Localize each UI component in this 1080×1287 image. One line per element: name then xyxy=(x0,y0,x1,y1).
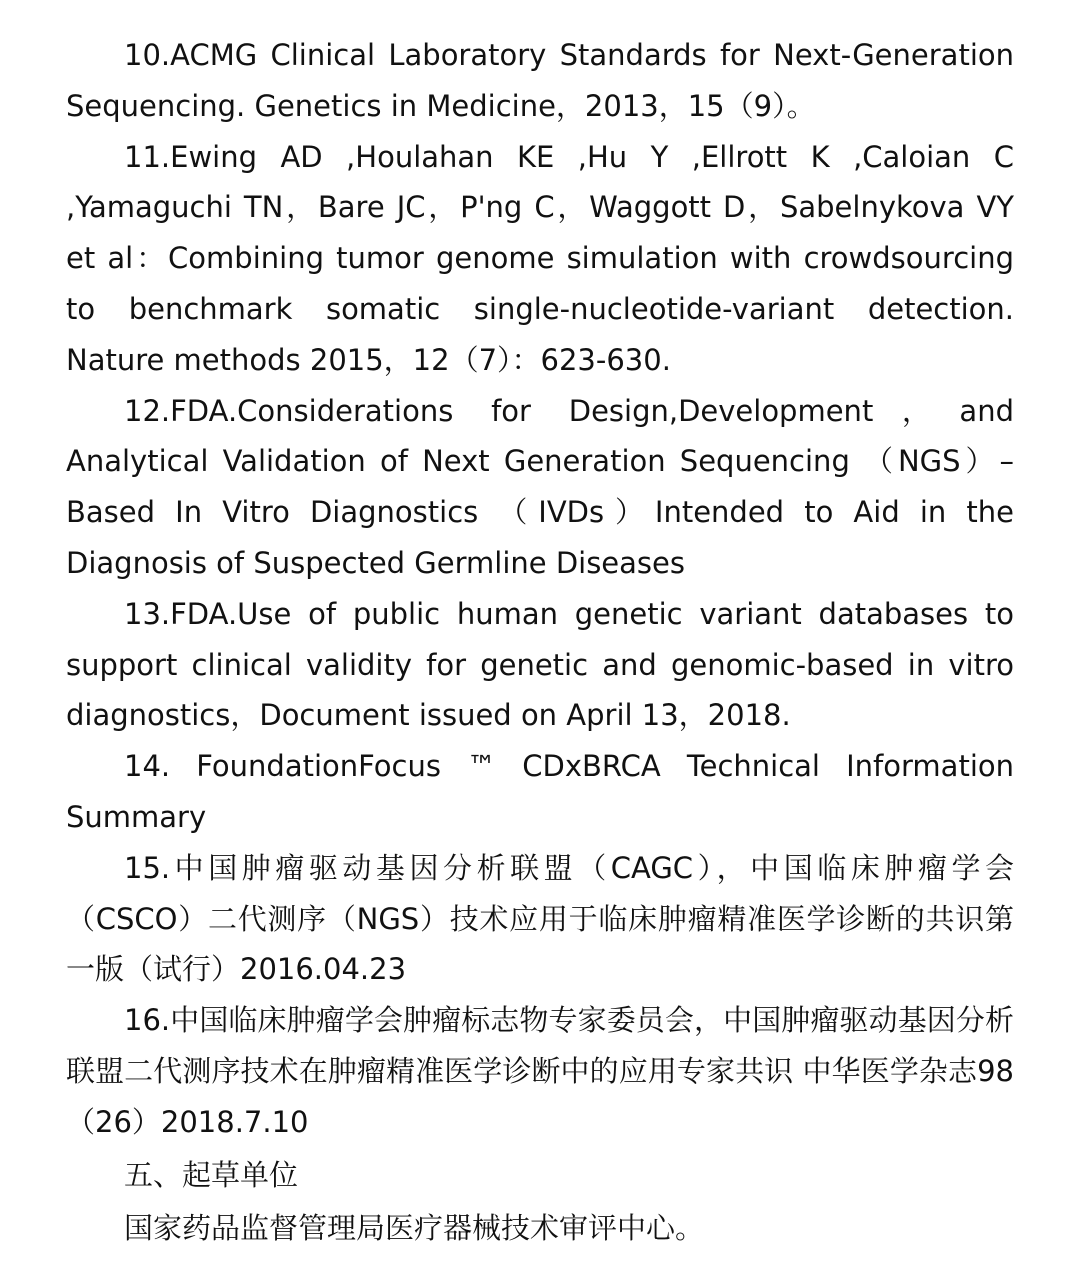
section-heading-drafting-unit: 五、起草单位 xyxy=(124,1157,299,1192)
reference-14: 14. FoundationFocus ™ CDxBRCA Technical Information Summary xyxy=(66,749,1014,834)
reference-15: 15.中国肿瘤驱动基因分析联盟（CAGC），中国临床肿瘤学会（CSCO）二代测序（NGS）技术应用于临床肿瘤精准医学诊断的共识第一版（试行）2016.04.23 xyxy=(66,850,1014,987)
reference-10: 10.ACMG Clinical Laboratory Standards for Next-Generation Sequencing. Genetics in Medicine，2013，15（9）。 xyxy=(66,38,1014,123)
document-page xyxy=(66,30,1014,1254)
reference-11: 11.Ewing AD ,Houlahan KE ,Hu Y ,Ellrott K ,Caloian C ,Yamaguchi TN，Bare JC，P'ng C，Waggott D，Sabelnykova VY et al：Combining tumor genome simulation with crowdsourcing to benchmark somatic single-nucleotide-variant detection. Nature methods 2015，12（7）：623-630. xyxy=(66,139,1014,377)
reference-12: 12.FDA.Considerations for Design,Development，and Analytical Validation of Next Generation Sequencing （NGS）– Based In Vitro Diagnostics （IVDs）Intended to Aid in the Diagnosis of Suspected Germline Diseases xyxy=(66,393,1014,580)
section-body-drafting-unit: 国家药品监督管理局医疗器械技术审评中心。 xyxy=(124,1211,705,1246)
reference-16: 16.中国临床肿瘤学会肿瘤标志物专家委员会，中国肿瘤驱动基因分析联盟二代测序技术在肿瘤精准医学诊断中的应用专家共识 中华医学杂志98（26）2018.7.10 xyxy=(66,1003,1014,1139)
reference-13: 13.FDA.Use of public human genetic variant databases to support clinical validity for genetic and genomic-based in vitro diagnostics，Document issued on April 13，2018. xyxy=(66,596,1014,733)
